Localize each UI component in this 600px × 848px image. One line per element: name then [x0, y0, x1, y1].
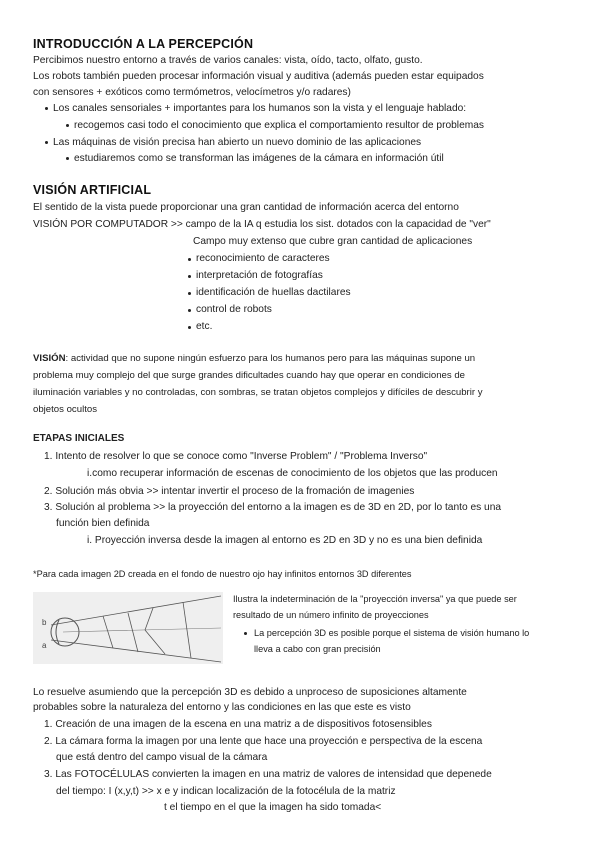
list-item: i. Proyección inversa desde la imagen al entorno es 2D en 3D y no es una bien definida [87, 535, 483, 546]
list-item: lleva a cabo con gran precisión [254, 644, 381, 654]
eye-projection-diagram [33, 592, 223, 664]
paragraph: Los robots también pueden procesar información visual y auditiva (además pueden estar equipados [33, 71, 484, 82]
paragraph: El sentido de la vista puede proporcionar una gran cantidad de información acerca del entorno [33, 202, 459, 213]
paragraph: probables sobre la naturaleza del entorno y las condiciones en las que este es visto [33, 702, 411, 713]
paragraph: con sensores + exóticos como termómetros, velocímetros y/o radares) [33, 87, 351, 98]
list-item: función bien definida [56, 518, 150, 529]
paragraph: Campo muy extenso que cubre gran cantidad de aplicaciones [193, 236, 473, 247]
section-title-introduccion: INTRODUCCIÓN A LA PERCEPCIÓN [33, 37, 254, 51]
bullet-icon [188, 275, 191, 278]
list-item: etc. [196, 321, 213, 332]
bullet-icon [45, 141, 48, 144]
bullet-icon [188, 292, 191, 295]
list-item: recogemos casi todo el conocimiento que explica el comportamiento resultor de problemas [74, 120, 484, 131]
paragraph: VISIÓN POR COMPUTADOR >> campo de la IA q estudia los sist. dotados con la capacidad de "ver" [33, 219, 491, 230]
list-item: i.como recuperar información de escenas de conocimiento de los objetos que las producen [87, 468, 498, 479]
figure-caption: Ilustra la indeterminación de la "proyección inversa" ya que puede ser [233, 594, 517, 604]
bullet-icon [188, 309, 191, 312]
label-b: b [42, 618, 47, 627]
list-item: identificación de huellas dactilares [196, 287, 351, 298]
bullet-icon [188, 326, 191, 329]
projection-figure [33, 592, 223, 664]
bullet-icon [66, 124, 69, 127]
vision-text: : actividad que no supone ningún esfuerzo para los humanos pero para las máquinas supone un [65, 353, 476, 364]
list-item: control de robots [196, 304, 272, 315]
list-item: interpretación de fotografías [196, 270, 323, 281]
bullet-icon [188, 258, 191, 261]
vision-label: VISIÓN [33, 353, 66, 364]
list-item: 3. Las FOTOCÉLULAS convierten la imagen en una matriz de valores de intensidad que depenede [44, 769, 492, 780]
paragraph: iluminación variables y no controladas, con sombras, se tratan objetos complejos y difíciles de descubrir y [33, 387, 483, 398]
list-item: La percepción 3D es posible porque el sistema de visión humano lo [254, 628, 530, 638]
list-item: Las máquinas de visión precisa han abierto un nuevo dominio de las aplicaciones [53, 137, 422, 148]
list-item: del tiempo: I (x,y,t) >> x e y indican localización de la fotocélula de la matriz [56, 786, 396, 797]
paragraph: objetos ocultos [33, 404, 97, 415]
list-item: 2. La cámara forma la imagen por una lente que hace una proyección e perspectiva de la escena [44, 736, 483, 747]
section-title-vision-artificial: VISIÓN ARTIFICIAL [33, 183, 152, 197]
vision-definition [33, 352, 475, 365]
bullet-icon [66, 157, 69, 160]
paragraph: problema muy complejo del que surge grandes dificultades cuando hay que operar en condiciones de [33, 370, 465, 381]
bullet-icon [45, 107, 48, 110]
list-item: reconocimiento de caracteres [196, 253, 330, 264]
list-item: 1. Creación de una imagen de la escena en una matriz a de dispositivos fotosensibles [44, 719, 432, 730]
paragraph: Percibimos nuestro entorno a través de varios canales: vista, oído, tacto, olfato, gusto. [33, 55, 423, 66]
list-item: 2. Solución más obvia >> intentar invertir el proceso de la fromación de imagenies [44, 486, 415, 497]
section-title-etapas: ETAPAS INICIALES [33, 433, 125, 444]
paragraph: Lo resuelve asumiendo que la percepción 3D es debido a unproceso de suposiciones altamente [33, 687, 467, 698]
list-item: t el tiempo en el que la imagen ha sido tomada< [164, 802, 382, 813]
list-item: estudiaremos como se transforman las imágenes de la cámara en información útil [74, 153, 444, 164]
figure-caption: resultado de un número infinito de proyecciones [233, 610, 429, 620]
list-item: Los canales sensoriales + importantes para los humanos son la vista y el lenguaje hablado: [53, 103, 467, 114]
label-a: a [42, 641, 47, 650]
list-item: que está dentro del campo visual de la cámara [56, 752, 268, 763]
list-item: 1. Intento de resolver lo que se conoce como "Inverse Problem" / "Problema Inverso" [44, 451, 428, 462]
list-item: 3. Solución al problema >> la proyección del entorno a la imagen es de 3D en 2D, por lo tanto es una [44, 502, 502, 513]
bullet-icon [244, 632, 247, 635]
note: *Para cada imagen 2D creada en el fondo de nuestro ojo hay infinitos entornos 3D diferentes [33, 569, 412, 579]
